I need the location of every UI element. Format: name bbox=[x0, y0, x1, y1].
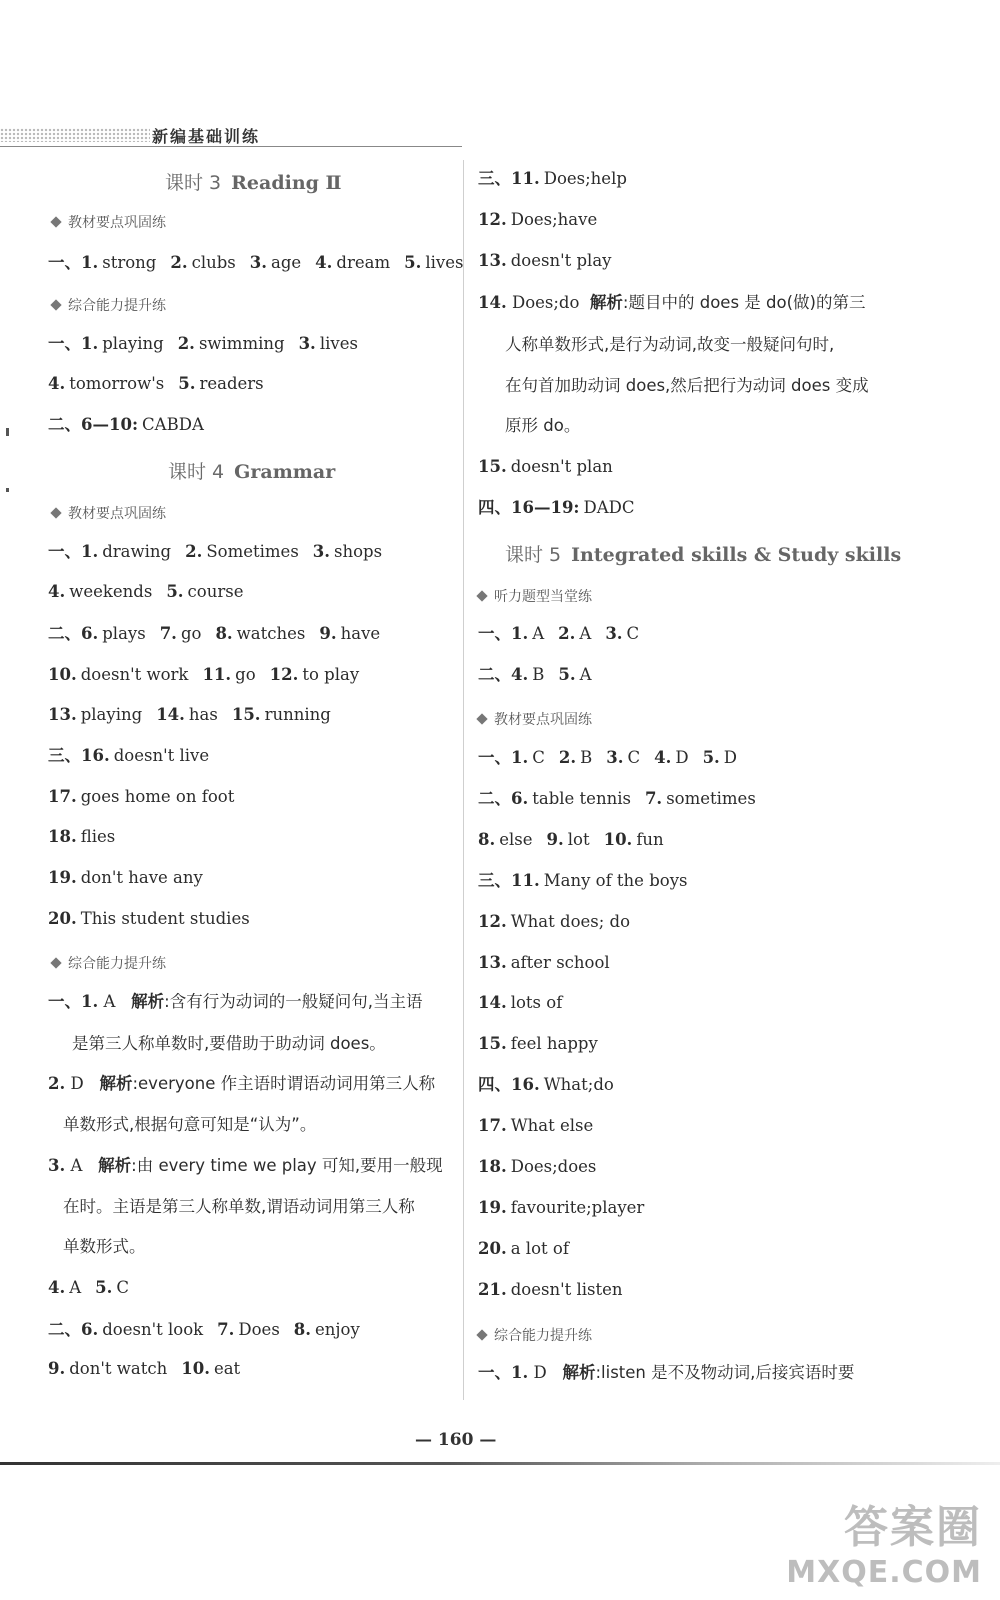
answer-item bbox=[313, 542, 382, 561]
answer-item bbox=[478, 1034, 598, 1053]
diamond-icon bbox=[50, 957, 61, 968]
diamond-icon bbox=[50, 507, 61, 518]
question-number: 21. bbox=[478, 1280, 507, 1299]
question-number: 3. bbox=[606, 748, 624, 767]
question-number: 一、1. bbox=[478, 748, 529, 767]
question-number: 13. bbox=[478, 953, 507, 972]
answer-text: Does;help bbox=[543, 169, 627, 188]
answer-text: dream bbox=[336, 253, 391, 272]
question-number: 二、6. bbox=[478, 789, 529, 808]
answer-text: lot bbox=[567, 830, 590, 849]
question-number: 二、6. bbox=[48, 624, 99, 643]
answer-item bbox=[558, 665, 591, 684]
answer-item bbox=[166, 582, 243, 601]
question-number: 三、16. bbox=[48, 746, 110, 765]
watermark bbox=[786, 1491, 982, 1590]
question-number: 一、1. bbox=[478, 624, 529, 643]
margin-mark bbox=[6, 428, 9, 436]
answer-row bbox=[48, 541, 382, 563]
question-number: 19. bbox=[478, 1198, 507, 1217]
question-number: 9. bbox=[546, 830, 564, 849]
answer-item bbox=[559, 748, 592, 767]
question-number: 3. bbox=[249, 253, 267, 272]
answer-text: doesn't work bbox=[80, 665, 189, 684]
question-number: 4. bbox=[654, 748, 672, 767]
answer-text: goes home on foot bbox=[80, 787, 235, 806]
answer-row bbox=[478, 664, 592, 686]
lesson-title: Grammar bbox=[234, 461, 336, 483]
answer-item bbox=[48, 542, 171, 561]
question-number: 二、4. bbox=[478, 665, 529, 684]
diamond-icon bbox=[50, 299, 61, 310]
answer-row bbox=[478, 168, 627, 190]
explanation-line: 在句首加助动词 does,然后把行为动词 does 变成 bbox=[505, 376, 869, 395]
answer-text: swimming bbox=[198, 334, 285, 353]
answer-text: B bbox=[532, 665, 545, 684]
answer-item bbox=[48, 746, 209, 765]
answer-item bbox=[48, 582, 152, 601]
question-number: 12. bbox=[478, 912, 507, 931]
answer-item bbox=[215, 624, 305, 643]
lesson-3-heading bbox=[165, 168, 342, 195]
answer-row bbox=[478, 911, 630, 933]
question-number: 13. bbox=[48, 705, 77, 724]
question-number: 15. bbox=[478, 457, 507, 476]
answer-item bbox=[270, 665, 360, 684]
answer-text: table tennis bbox=[532, 789, 631, 808]
answer-item bbox=[48, 334, 164, 353]
question-number: 7. bbox=[644, 789, 663, 808]
answer-text: don't watch bbox=[69, 1359, 168, 1378]
explanation-line: 在时。主语是第三人称单数,谓语动词用第三人称 bbox=[63, 1197, 415, 1216]
answer-item bbox=[478, 830, 533, 849]
answer-item bbox=[558, 624, 591, 643]
question-number: 17. bbox=[48, 787, 77, 806]
answer-text: Does;have bbox=[510, 210, 598, 229]
answer-row bbox=[478, 829, 664, 851]
section-heading: 综合能力提升练 bbox=[478, 1325, 592, 1345]
answer-text: go bbox=[235, 665, 256, 684]
answer-text: A bbox=[69, 1278, 82, 1297]
answer-item bbox=[48, 1320, 203, 1339]
answer-item bbox=[478, 665, 544, 684]
answer-text: age bbox=[271, 253, 302, 272]
question-number: 9. bbox=[48, 1359, 66, 1378]
footer-rule bbox=[0, 1462, 1000, 1465]
answer-text: shops bbox=[334, 542, 383, 561]
answer-text: go bbox=[180, 624, 202, 643]
answer-row bbox=[478, 1074, 614, 1096]
answer-row bbox=[48, 745, 209, 767]
answer-item bbox=[48, 1278, 81, 1297]
lesson-label: 课时 3 bbox=[165, 172, 222, 194]
question-number: 4. bbox=[48, 582, 66, 601]
answer-row bbox=[48, 908, 250, 930]
answer-text: Many of the boys bbox=[543, 871, 688, 890]
answer-text: feel happy bbox=[510, 1034, 598, 1053]
question-number: 20. bbox=[48, 909, 77, 928]
question-number: 一、1. bbox=[48, 253, 99, 272]
question-number: 5. bbox=[166, 582, 184, 601]
explanation-line: 14. Does;do 解析:题目中的 does 是 do(做)的第三 bbox=[478, 293, 866, 312]
question-number: 三、11. bbox=[478, 169, 540, 188]
answer-item bbox=[547, 830, 590, 849]
answer-item bbox=[95, 1278, 129, 1297]
answer-item bbox=[48, 909, 250, 928]
answer-text: D bbox=[675, 748, 689, 767]
answer-row bbox=[478, 1033, 598, 1055]
answer-item bbox=[181, 1359, 240, 1378]
answer-text: DADC bbox=[583, 498, 635, 517]
question-number: 2. bbox=[185, 542, 203, 561]
question-number: 2. bbox=[558, 748, 577, 767]
answer-item bbox=[478, 169, 627, 188]
answer-item bbox=[202, 665, 255, 684]
answer-row bbox=[478, 1279, 623, 1301]
answer-item bbox=[178, 374, 263, 393]
answer-text: to play bbox=[302, 665, 360, 684]
answer-item bbox=[654, 748, 688, 767]
answer-text: fun bbox=[636, 830, 664, 849]
answer-text: A bbox=[579, 624, 592, 643]
answer-text: readers bbox=[199, 374, 264, 393]
answer-item bbox=[299, 334, 358, 353]
answer-text: lives bbox=[425, 253, 464, 272]
question-number: 5. bbox=[404, 253, 422, 272]
lesson-4-heading bbox=[168, 457, 335, 484]
answer-text: D bbox=[723, 748, 738, 767]
answer-item bbox=[605, 624, 639, 643]
answer-item bbox=[48, 705, 142, 724]
answer-text: enjoy bbox=[315, 1320, 360, 1339]
answer-text: clubs bbox=[191, 253, 236, 272]
answer-item bbox=[604, 830, 664, 849]
question-number: 8. bbox=[478, 830, 496, 849]
lesson-5-heading bbox=[505, 540, 901, 567]
answer-row bbox=[478, 747, 737, 769]
question-number: 11. bbox=[202, 665, 232, 684]
question-number: 12. bbox=[478, 210, 507, 229]
answer-item bbox=[160, 624, 202, 643]
answer-item bbox=[48, 787, 234, 806]
answer-row bbox=[478, 1197, 644, 1219]
explanation-line: 是第三人称单数时,要借助于助动词 does。 bbox=[72, 1034, 386, 1053]
answer-row bbox=[48, 414, 204, 436]
question-number: 8. bbox=[293, 1320, 312, 1339]
question-number: 5. bbox=[702, 748, 720, 767]
answer-text: drawing bbox=[102, 542, 172, 561]
watermark-logo-text: 答案圈 bbox=[844, 1502, 982, 1553]
answer-text: eat bbox=[213, 1359, 241, 1378]
answer-item bbox=[645, 789, 756, 808]
question-number: 2. bbox=[177, 334, 195, 353]
answer-item bbox=[478, 457, 613, 476]
question-number: 3. bbox=[312, 542, 331, 561]
answer-row bbox=[48, 867, 203, 889]
question-number: 三、11. bbox=[478, 871, 540, 890]
answer-item bbox=[478, 251, 611, 270]
answer-item bbox=[319, 624, 380, 643]
question-number: 9. bbox=[319, 624, 337, 643]
question-number: 4. bbox=[48, 374, 66, 393]
answer-item bbox=[404, 253, 463, 272]
answer-item bbox=[48, 374, 164, 393]
answer-row bbox=[48, 786, 234, 808]
question-number: 18. bbox=[48, 827, 77, 846]
question-number: 5. bbox=[95, 1278, 113, 1297]
answer-text: C bbox=[627, 748, 641, 767]
answer-row bbox=[48, 623, 380, 645]
lesson-title: Integrated skills & Study skills bbox=[571, 544, 902, 566]
answer-text: a lot of bbox=[510, 1239, 569, 1258]
diamond-icon bbox=[476, 1329, 487, 1340]
answer-item bbox=[478, 1075, 614, 1094]
answer-row bbox=[478, 1238, 569, 1260]
question-number: 18. bbox=[478, 1157, 507, 1176]
section-heading: 综合能力提升练 bbox=[52, 295, 166, 315]
diamond-icon bbox=[50, 216, 61, 227]
answer-row bbox=[48, 1358, 240, 1380]
answer-item bbox=[478, 1198, 644, 1217]
answer-item bbox=[48, 665, 188, 684]
answer-text: playing bbox=[102, 334, 164, 353]
answer-text: What does; do bbox=[510, 912, 631, 931]
answer-row bbox=[48, 581, 243, 603]
question-number: 19. bbox=[48, 868, 77, 887]
answer-text: don't have any bbox=[80, 868, 203, 887]
answer-text: doesn't live bbox=[113, 746, 210, 765]
answer-text: flies bbox=[80, 827, 116, 846]
answer-text: sometimes bbox=[666, 789, 756, 808]
answer-item bbox=[232, 705, 331, 724]
answer-item bbox=[478, 1157, 596, 1176]
answer-text: has bbox=[188, 705, 218, 724]
answer-text: else bbox=[499, 830, 533, 849]
answer-text: favourite;player bbox=[510, 1198, 645, 1217]
header-rule bbox=[0, 146, 462, 147]
answer-text: This student studies bbox=[80, 909, 250, 928]
header-dot-pattern bbox=[0, 128, 150, 142]
header-title: 新编基础训练 bbox=[152, 127, 261, 146]
page-number: — 160 — bbox=[415, 1430, 497, 1450]
answer-text: Does bbox=[238, 1320, 280, 1339]
question-number: 二、6. bbox=[48, 1320, 99, 1339]
answer-item bbox=[185, 542, 299, 561]
margin-mark bbox=[6, 488, 9, 492]
section-heading: 教材要点巩固练 bbox=[52, 503, 166, 523]
column-divider bbox=[463, 160, 464, 1400]
question-number: 3. bbox=[605, 624, 623, 643]
answer-row bbox=[48, 252, 463, 274]
answer-item bbox=[478, 748, 545, 767]
explanation-line: 单数形式。 bbox=[63, 1237, 146, 1256]
answer-item bbox=[48, 253, 156, 272]
question-number: 3. bbox=[298, 334, 316, 353]
answer-text: after school bbox=[510, 953, 610, 972]
answer-item bbox=[478, 210, 597, 229]
answer-text: doesn't listen bbox=[510, 1280, 623, 1299]
section-heading: 教材要点巩固练 bbox=[52, 212, 166, 232]
lesson-title: Reading Ⅱ bbox=[231, 172, 342, 194]
question-number: 5. bbox=[178, 374, 196, 393]
answer-row bbox=[48, 704, 331, 726]
diamond-icon bbox=[476, 590, 487, 601]
question-number: 14. bbox=[478, 993, 507, 1012]
answer-item bbox=[217, 1320, 280, 1339]
answer-row bbox=[478, 209, 597, 231]
answer-text: CABDA bbox=[142, 415, 204, 434]
section-heading: 听力题型当堂练 bbox=[478, 586, 592, 606]
answer-item bbox=[178, 334, 285, 353]
answer-row bbox=[478, 1115, 593, 1137]
answer-row bbox=[478, 952, 610, 974]
answer-text: running bbox=[264, 705, 331, 724]
section-heading: 综合能力提升练 bbox=[52, 953, 166, 973]
answer-row bbox=[478, 456, 613, 478]
section-heading: 教材要点巩固练 bbox=[478, 709, 592, 729]
answer-item bbox=[478, 993, 562, 1012]
answer-text: lives bbox=[319, 334, 358, 353]
answer-text: weekends bbox=[69, 582, 153, 601]
answer-row bbox=[478, 1156, 596, 1178]
question-number: 7. bbox=[217, 1320, 235, 1339]
explanation-line: 一、1. D 解析:listen 是不及物动词,后接宾语时要 bbox=[478, 1363, 855, 1382]
answer-text: plays bbox=[102, 624, 146, 643]
answer-text: playing bbox=[80, 705, 143, 724]
answer-row bbox=[48, 664, 359, 686]
diamond-icon bbox=[476, 713, 487, 724]
lesson-label: 课时 5 bbox=[505, 544, 562, 566]
question-number: 四、16—19: bbox=[478, 498, 580, 517]
answer-row bbox=[478, 497, 635, 519]
answer-item bbox=[478, 1239, 569, 1258]
answer-row bbox=[478, 992, 562, 1014]
question-number: 2. bbox=[558, 624, 576, 643]
question-number: 14. bbox=[156, 705, 185, 724]
answer-text: B bbox=[580, 748, 593, 767]
answer-item bbox=[478, 624, 544, 643]
explanation-line: 单数形式,根据句意可知是“认为”。 bbox=[63, 1115, 317, 1134]
answer-text: A bbox=[532, 624, 545, 643]
answer-text: course bbox=[187, 582, 244, 601]
answer-item bbox=[478, 789, 631, 808]
question-number: 4. bbox=[315, 253, 333, 272]
answer-row bbox=[478, 870, 687, 892]
question-number: 一、1. bbox=[48, 334, 99, 353]
answer-text: tomorrow's bbox=[69, 374, 165, 393]
answer-row bbox=[48, 1277, 129, 1299]
answer-text: Does;does bbox=[510, 1157, 597, 1176]
question-number: 四、16. bbox=[478, 1075, 540, 1094]
explanation-line: 一、1. A 解析:含有行为动词的一般疑问句,当主语 bbox=[48, 992, 423, 1011]
watermark-url: MXQE.COM bbox=[786, 1555, 982, 1590]
answer-row bbox=[48, 826, 115, 848]
answer-text: strong bbox=[102, 253, 157, 272]
answer-row bbox=[478, 623, 639, 645]
explanation-line: 人称单数形式,是行为动词,故变一般疑问句时, bbox=[505, 335, 835, 354]
answer-text: doesn't play bbox=[510, 251, 612, 270]
question-number: 12. bbox=[269, 665, 299, 684]
answer-text: watches bbox=[236, 624, 306, 643]
explanation-line: 原形 do。 bbox=[505, 416, 581, 435]
question-number: 20. bbox=[478, 1239, 507, 1258]
question-number: 5. bbox=[558, 665, 576, 684]
answer-text: lots of bbox=[510, 993, 563, 1012]
answer-row bbox=[478, 788, 756, 810]
answer-text: C bbox=[116, 1278, 130, 1297]
question-number: 7. bbox=[159, 624, 177, 643]
question-number: 15. bbox=[231, 705, 261, 724]
answer-text: C bbox=[626, 624, 640, 643]
question-number: 4. bbox=[48, 1278, 66, 1297]
lesson-label: 课时 4 bbox=[168, 461, 225, 483]
answer-item bbox=[478, 498, 635, 517]
answer-row bbox=[48, 373, 264, 395]
answer-row bbox=[48, 333, 358, 355]
answer-item bbox=[606, 748, 640, 767]
answer-row bbox=[48, 1319, 360, 1341]
answer-text: doesn't look bbox=[102, 1320, 204, 1339]
question-number: 一、1. bbox=[48, 542, 99, 561]
question-number: 8. bbox=[215, 624, 233, 643]
answer-text: doesn't plan bbox=[510, 457, 613, 476]
answer-text: What else bbox=[510, 1116, 594, 1135]
answer-item bbox=[156, 705, 218, 724]
question-number: 2. bbox=[170, 253, 188, 272]
answer-text: C bbox=[532, 748, 545, 767]
answer-text: What;do bbox=[543, 1075, 614, 1094]
answer-item bbox=[48, 415, 204, 434]
answer-text: have bbox=[340, 624, 381, 643]
page-header bbox=[0, 120, 460, 152]
answer-item bbox=[48, 827, 115, 846]
question-number: 10. bbox=[181, 1359, 210, 1378]
answer-text: Sometimes bbox=[206, 542, 299, 561]
answer-item bbox=[48, 624, 146, 643]
question-number: 10. bbox=[603, 830, 633, 849]
question-number: 13. bbox=[478, 251, 507, 270]
question-number: 17. bbox=[478, 1116, 507, 1135]
answer-item bbox=[170, 253, 235, 272]
answer-item bbox=[703, 748, 737, 767]
answer-item bbox=[48, 868, 203, 887]
answer-item bbox=[48, 1359, 167, 1378]
answer-item bbox=[250, 253, 301, 272]
answer-item bbox=[478, 912, 630, 931]
explanation-line: 2. D 解析:everyone 作主语时谓语动词用第三人称 bbox=[48, 1074, 436, 1093]
answer-item bbox=[478, 1116, 593, 1135]
answer-text: A bbox=[579, 665, 592, 684]
explanation-line: 3. A 解析:由 every time we play 可知,要用一般现 bbox=[48, 1156, 443, 1175]
answer-item bbox=[315, 253, 390, 272]
answer-item bbox=[294, 1320, 360, 1339]
question-number: 10. bbox=[48, 665, 77, 684]
answer-row bbox=[478, 250, 611, 272]
answer-item bbox=[478, 953, 610, 972]
question-number: 15. bbox=[478, 1034, 507, 1053]
answer-item bbox=[478, 871, 687, 890]
answer-item bbox=[478, 1280, 623, 1299]
question-number: 二、6—10: bbox=[48, 415, 139, 434]
